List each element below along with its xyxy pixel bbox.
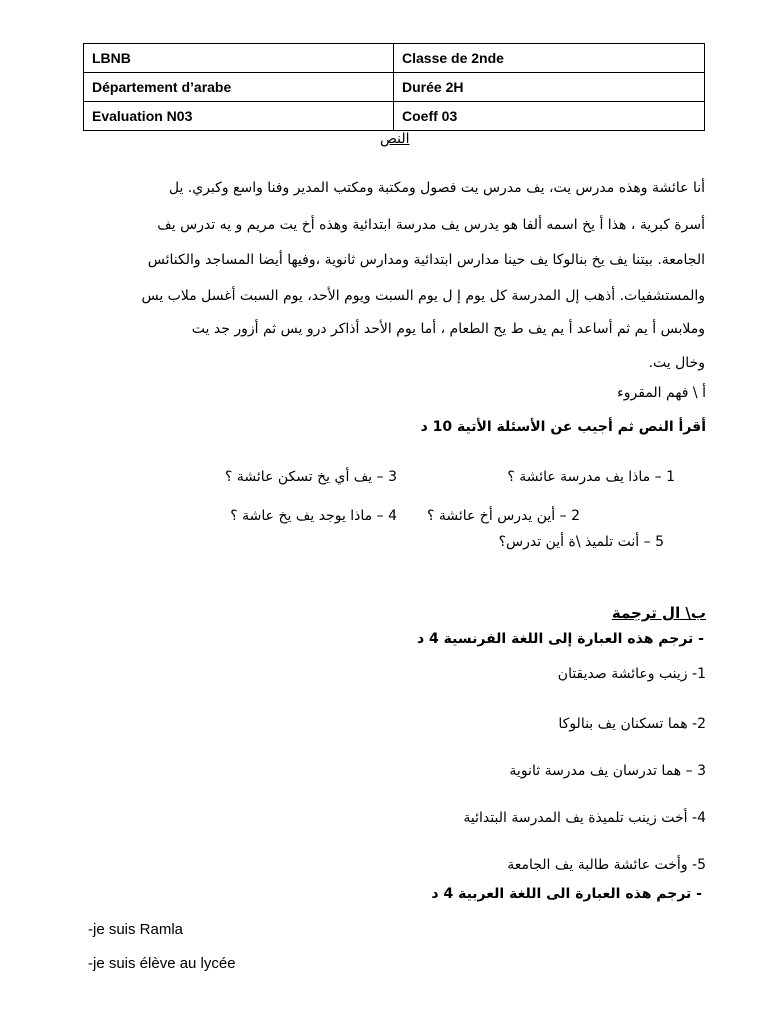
french-sentence: -je suis Ramla [88,921,184,938]
header-row [84,102,705,131]
header-row [84,44,705,73]
french-sentence: -je suis élève au lycée [88,955,236,972]
header-row [84,73,705,102]
section-b-heading: ب\ ال ترجمة [611,604,706,622]
coefficient: Coeff 03 [394,102,705,131]
question-2: 2 – أين يدرس أخ عائشة ؟ [426,508,580,524]
question-4: 4 – ماذا يوجد يف يخ عاشة ؟ [230,508,397,524]
school-name: LBNB [84,44,394,73]
paragraph-line: وخال يت. [648,355,705,371]
section-a-heading: أ \ فهم المقروء [617,385,706,401]
department: Département d’arabe [84,73,394,102]
class-level: Classe de 2nde [394,44,705,73]
translation-sentence: 1- زينب وعائشة صديقتان [557,666,706,682]
paragraph-line: وملابس أ يم ثم أساعد أ يم يف ط يح الطعام ، أما يوم الأحد أذاكر درو يس ثم أزور جد يت [191,321,705,337]
paragraph-line: والمستشفيات. أذهب إل المدرسة كل يوم إ ل يوم السبت ويوم الأحد، يوم السبت أغسل ملاب يس [141,288,705,304]
paragraph-line: أسرة كبرية ، هذا أ يخ اسمه ألفا هو يدرس يف مدرسة ابتدائية وهذه أخ يت مريم و يه تدرس يف [157,217,705,233]
translation-sentence: 2- هما تسكنان يف بنالوكا [558,716,706,732]
question-1: 1 – ماذا يف مدرسة عائشة ؟ [507,469,675,485]
question-5: 5 – أنت تلميذ \ة أين تدرس؟ [498,534,664,550]
section-b-instruction-fr: - ترجم هذه العبارة إلى اللغة الفرنسية 4 د [416,631,704,647]
evaluation-number: Evaluation N03 [84,102,394,131]
text-title: النص [380,131,410,147]
section-a-instruction: أقرأ النص ثم أجيب عن الأسئلة الأتية 10 د [420,419,706,435]
translation-sentence: 5- وأخت عائشة طالبة يف الجامعة [507,857,706,873]
translation-sentence: 3 – هما تدرسان يف مدرسة ثانوية [509,763,706,779]
section-b-instruction-ar: - ترجم هذه العبارة الى اللغة العربية 4 د [431,886,702,902]
duration: Durée 2H [394,73,705,102]
paragraph-line: الجامعة. بيتنا يف يخ بنالوكا يف حينا مدارس ابتدائية ومدارس ثانوية ،وفيها أيضا المساجد والكنائس [147,252,705,268]
question-3: 3 – يف أي يخ تسكن عائشة ؟ [225,469,397,485]
translation-sentence: 4- أخت زينب تلميذة يف المدرسة البتدائية [463,810,706,826]
header-table [83,43,705,131]
paragraph-line: أنا عائشة وهذه مدرس يت، يف مدرس يت فصول ومكتبة ومكتب المدير وفنا واسع وكبري. يل [168,180,705,196]
